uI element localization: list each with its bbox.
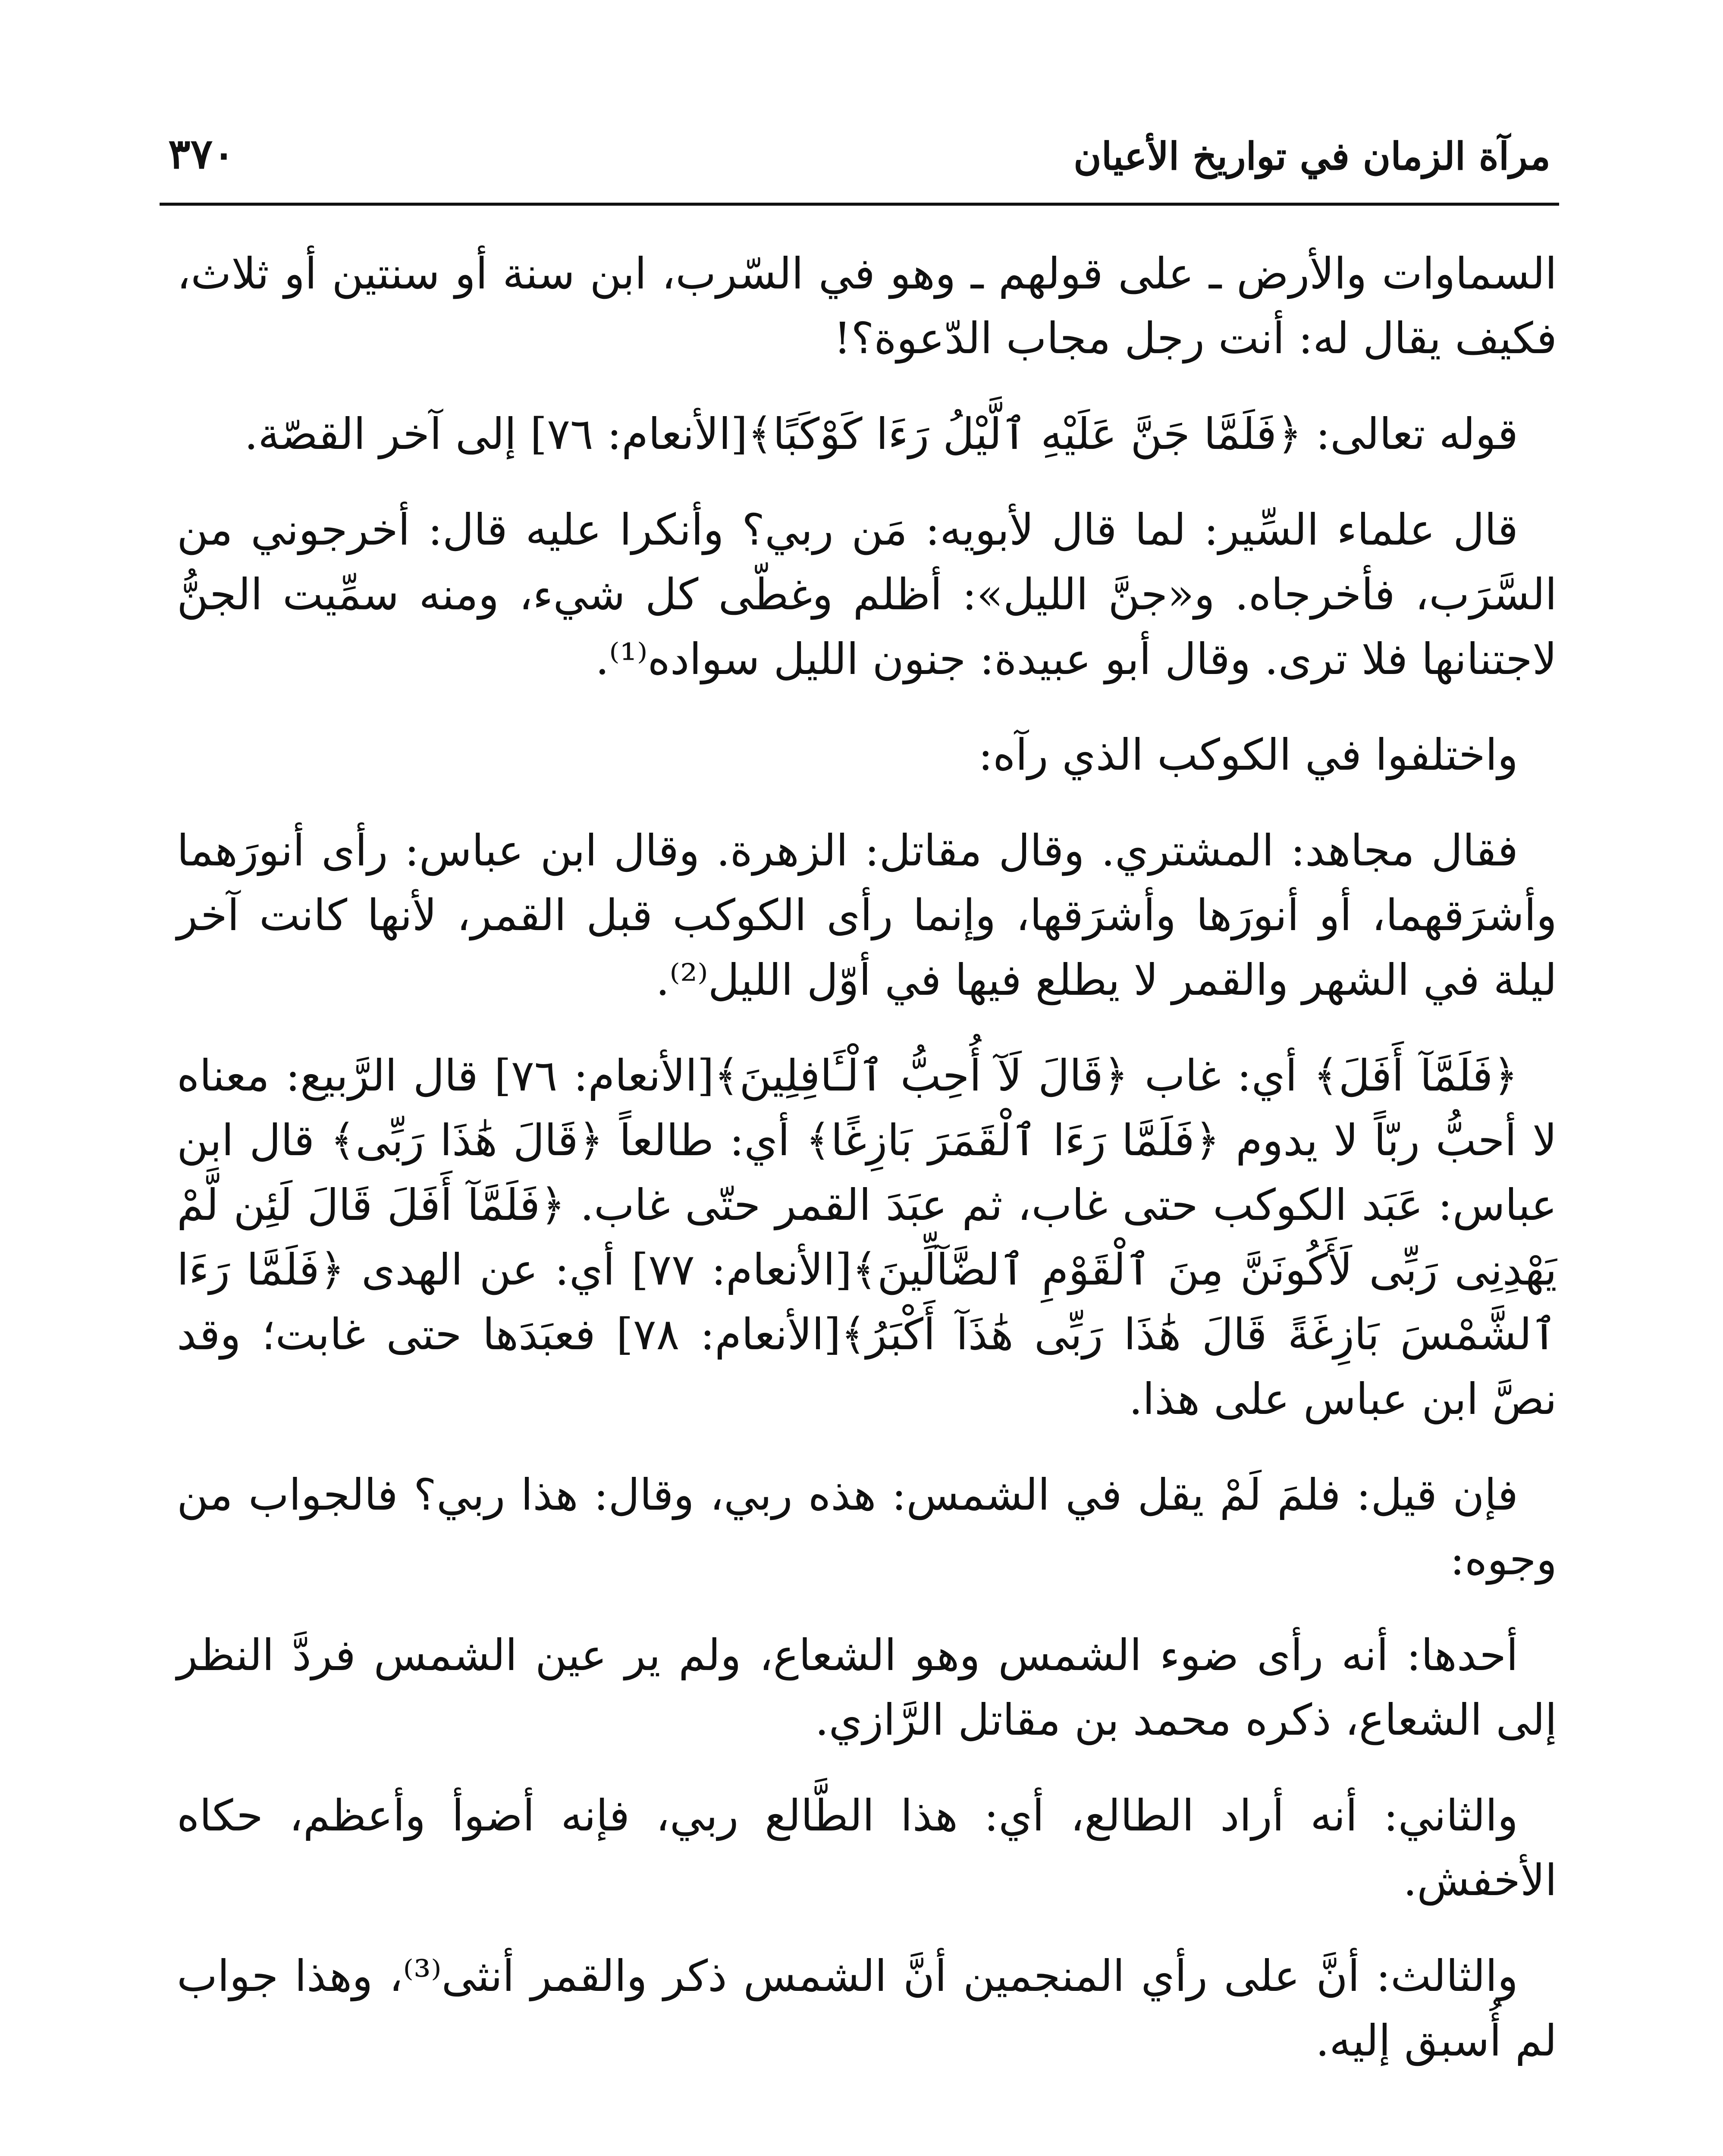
paragraph: أحدها: أنه رأى ضوء الشمس وهو الشعاع، ولم ير عين الشمس فردَّ النظر إلى الشعاع، ذكره محمد بن مقاتل الرَّازي.	[177, 1630, 1557, 1745]
paragraph: فقال مجاهد: المشتري. وقال مقاتل: الزهرة. وقال ابن عباس: رأى أنورَهما وأشرَقهما، أو أنورَها وأشرَقها، وإنما رأى الكوكب قبل القمر، لأنها كانت آخر ليلة في الشهر والقمر لا يطلع فيها في أوّل الليل⁽²⁾.	[177, 825, 1557, 1005]
paragraph: قال علماء السِّير: لما قال لأبويه: مَن ربي؟ وأنكرا عليه قال: أخرجوني من السَّرَب، فأخرجاه. و«جنَّ الليل»: أظلم وغطّى كل شيء، ومنه سمِّيت الجنُّ لاجتنانها فلا ترى. وقال أبو عبيدة: جنون الليل سواده⁽¹⁾.	[177, 505, 1557, 684]
page-number: ٣٧٠	[168, 129, 235, 178]
paragraph: واختلفوا في الكوكب الذي رآه:	[978, 730, 1518, 780]
paragraph: والثالث: أنَّ على رأي المنجمين أنَّ الشمس ذكر والقمر أنثى⁽³⁾، وهذا جواب لم أُسبق إليه.	[177, 1951, 1557, 2066]
header-divider	[160, 203, 1559, 206]
book-title: مرآة الزمان في تواريخ الأعيان	[1073, 134, 1550, 179]
paragraph: قوله تعالى: ﴿فَلَمَّا جَنَّ عَلَيْهِ ٱلَّيْلُ رَءَا كَوْكَبًا﴾[الأنعام: ٧٦] إلى آخر القصّة.	[244, 409, 1518, 459]
main-text	[177, 241, 1557, 2104]
paragraph: السماوات والأرض ـ على قولهم ـ وهو في السّرب، ابن سنة أو سنتين أو ثلاث، فكيف يقال له: أنت رجل مجاب الدّعوة؟!	[177, 248, 1557, 364]
running-header	[160, 125, 1559, 207]
paragraph: والثاني: أنه أراد الطالع، أي: هذا الطَّالع ربي، فإنه أضوأ وأعظم، حكاه الأخفش.	[177, 1790, 1557, 1905]
paragraph: ﴿فَلَمَّآ أَفَلَ﴾ أي: غاب ﴿قَالَ لَآ أُحِبُّ ٱلْـَٔافِلِينَ﴾[الأنعام: ٧٦] قال الرَّبيع: معناه لا أحبُّ ربّاً لا يدوم ﴿فَلَمَّا رَءَا ٱلْقَمَرَ بَازِغًا﴾ أي: طالعاً ﴿قَالَ هَٰذَا رَبِّى﴾ قال ابن عباس: عَبَد الكوكب حتى غاب، ثم عبَدَ القمر حتّى غاب. ﴿فَلَمَّآ أَفَلَ قَالَ لَئِن لَّمْ يَهْدِنِى رَبِّى لَأَكُونَنَّ مِنَ ٱلْقَوْمِ ٱلضَّآلِّينَ﴾[الأنعام: ٧٧] أي: عن الهدى ﴿فَلَمَّا رَءَا ٱلشَّمْسَ بَازِغَةً قَالَ هَٰذَا رَبِّى هَٰذَآ أَكْبَرُ﴾[الأنعام: ٧٨] فعبَدَها حتى غابت؛ وقد نصَّ ابن عباس على هذا.	[177, 1050, 1557, 1424]
paragraph: فإن قيل: فلمَ لَمْ يقل في الشمس: هذه ربي، وقال: هذا ربي؟ فالجواب من وجوه:	[177, 1470, 1557, 1585]
